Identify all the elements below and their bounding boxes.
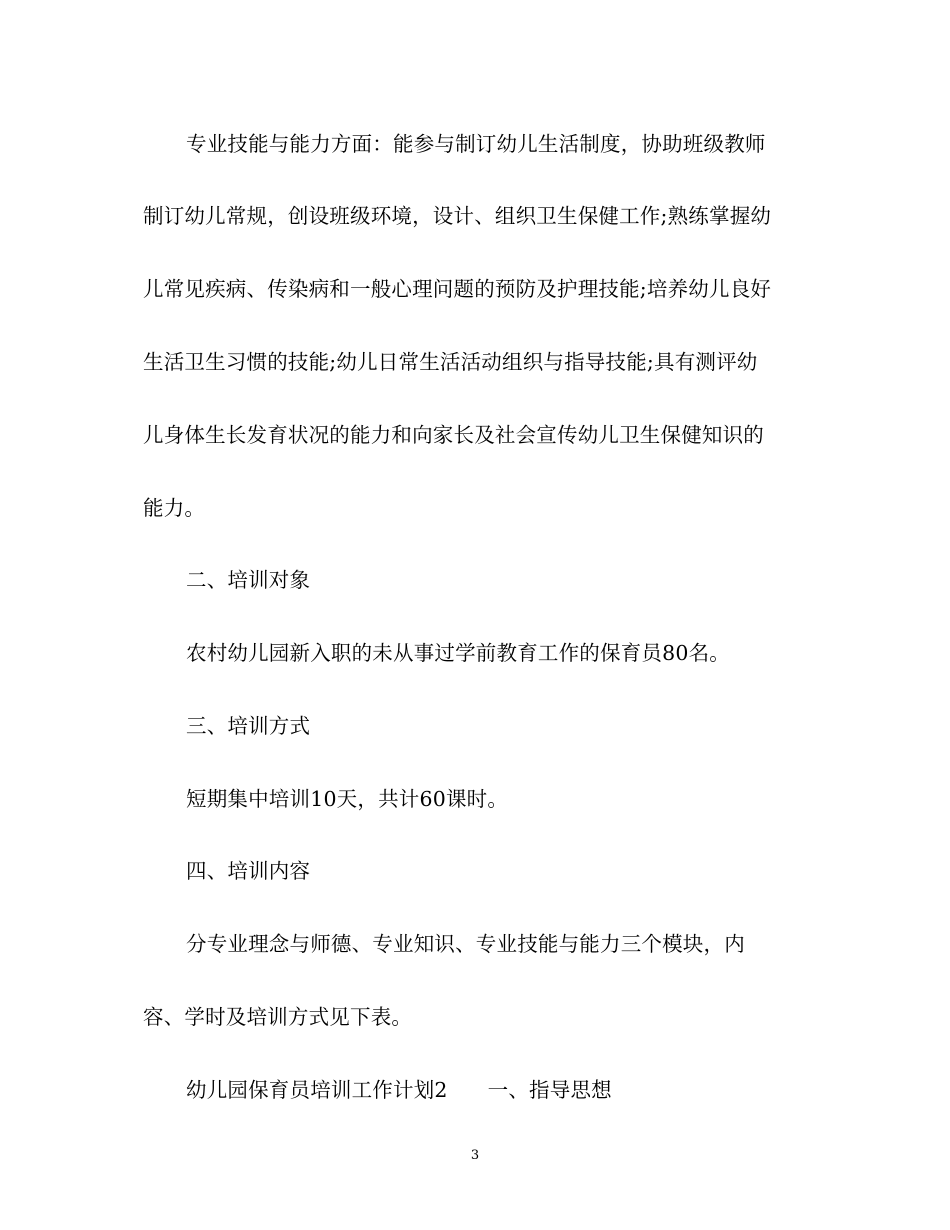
section-4-heading: 四、培训内容 — [186, 859, 311, 883]
section-3-text: 短期集中培训10天，共计60课时。 — [186, 787, 509, 811]
skills-paragraph-line-5: 儿身体生长发育状况的能力和向家长及社会宣传幼儿卫生保健知识的 — [143, 423, 764, 447]
skills-paragraph-line-4: 生活卫生习惯的技能;幼儿日常生活活动组织与指导技能;具有测评幼 — [143, 350, 758, 374]
skills-paragraph-line-2: 制订幼儿常规，创设班级环境，设计、组织卫生保健工作;熟练掌握幼 — [143, 204, 772, 228]
plan-2-line — [186, 1076, 866, 1104]
page-number: 3 — [470, 1148, 480, 1163]
section-3-heading: 三、培训方式 — [186, 714, 311, 738]
section-4-text-line-1: 分专业理念与师德、专业知识、专业技能与能力三个模块，内 — [186, 932, 745, 956]
section-4-text-line-2: 容、学时及培训方式见下表。 — [143, 1005, 413, 1029]
plan-2-title: 幼儿园保育员培训工作计划2 — [186, 1078, 448, 1102]
skills-paragraph-line-1: 专业技能与能力方面：能参与制订幼儿生活制度，协助班级教师 — [186, 132, 766, 156]
section-2-text: 农村幼儿园新入职的未从事过学前教育工作的保育员80名。 — [186, 641, 730, 665]
section-2-heading: 二、培训对象 — [186, 568, 311, 592]
plan-2-first-heading: 一、指导思想 — [487, 1078, 612, 1102]
skills-paragraph-line-3: 儿常见疾病、传染病和一般心理问题的预防及护理技能;培养幼儿良好 — [143, 277, 772, 301]
skills-paragraph-line-6: 能力。 — [143, 496, 206, 520]
